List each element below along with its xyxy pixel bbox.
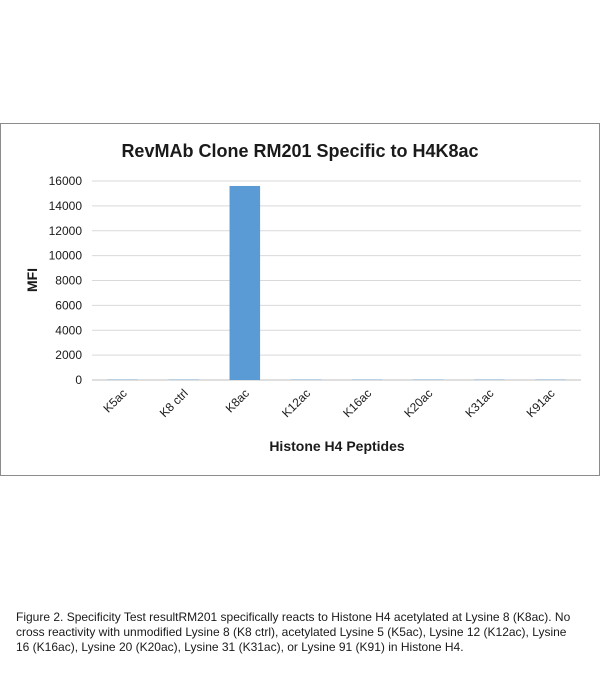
x-tick-label: K16ac: [340, 386, 375, 421]
chart-area: [0, 123, 600, 476]
x-tick-label: K91ac: [523, 386, 558, 421]
x-tick-label: K12ac: [279, 386, 314, 421]
y-tick-labels: [49, 174, 83, 387]
chart-title: RevMAb Clone RM201 Specific to H4K8ac: [121, 141, 479, 161]
gridlines: [92, 181, 581, 380]
figure-caption: Figure 2. Specificity Test resultRM201 specifically reacts to Histone H4 acetylated at Lysine 8 (K8ac). No cross reactivity with unmodified Lysine 8 (K8 ctrl), acetylated Lysine 5 (K5ac), Lysine 12 (K12ac), Lysine 16 (K16ac), Lysine 20 (K20ac), Lysine 31 (K31ac), or Lysine 91 (K91) in Histone H4.: [16, 610, 571, 654]
y-tick-label: 12000: [48, 223, 82, 238]
x-axis-label: Histone H4 Peptides: [269, 438, 405, 454]
x-tick-label: K8 ctrl: [156, 386, 191, 421]
y-tick-label: 2000: [55, 348, 82, 363]
x-tick-label: K31ac: [462, 386, 497, 421]
y-tick-label: 14000: [48, 198, 82, 213]
y-tick-label: 0: [75, 373, 82, 387]
x-tick-label: K8ac: [222, 386, 252, 416]
x-tick-label: K5ac: [100, 386, 130, 416]
y-tick-label: 6000: [55, 298, 82, 313]
bar-k8ac: [230, 186, 261, 380]
y-tick-label: 8000: [55, 273, 82, 288]
y-tick-label: 4000: [55, 323, 82, 338]
x-tick-label: K20ac: [401, 386, 436, 421]
y-tick-label: 16000: [48, 174, 82, 188]
bars: [107, 186, 565, 380]
y-tick-label: 10000: [48, 248, 82, 263]
x-tick-labels: [100, 386, 557, 420]
y-axis-label: MFI: [24, 267, 40, 293]
chart-svg: [1, 124, 599, 475]
